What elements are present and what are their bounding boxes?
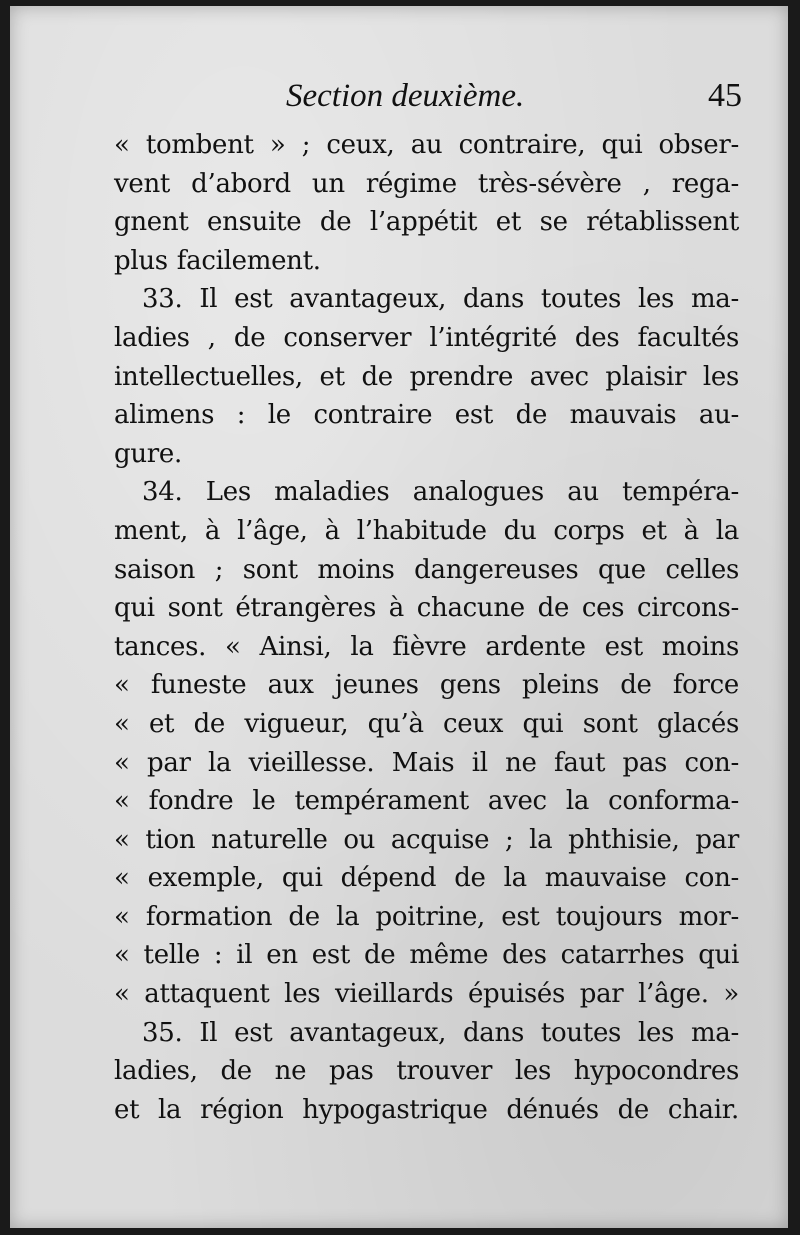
- text-line: « exemple, qui dépend de la mauvaise con-: [114, 863, 739, 894]
- text-line: et la région hypogastrique dénués de chair.: [114, 1094, 739, 1125]
- text-line: tances. « Ainsi, la fièvre ardente est moins: [114, 631, 739, 662]
- text-line: « telle : il en est de même des catarrhes qui: [114, 940, 739, 971]
- section-title: Section deuxième.: [286, 78, 525, 114]
- text-line: « et de vigueur, qu’à ceux qui sont glacés: [114, 708, 739, 739]
- text-line: « tion naturelle ou acquise ; la phthisie, par: [114, 824, 739, 855]
- text-line: « fondre le tempérament avec la conforma-: [114, 786, 739, 817]
- text-line: vent d’abord un régime très-sévère , rega-: [114, 168, 739, 199]
- text-line: 35. Il est avantageux, dans toutes les ma-: [142, 1017, 739, 1048]
- text-line: « tombent » ; ceux, au contraire, qui obser-: [114, 130, 739, 160]
- text-line: gure.: [114, 438, 182, 469]
- text-line: ment, à l’âge, à l’habitude du corps et à la: [114, 515, 739, 546]
- text-line: 34. Les maladies analogues au tempéra-: [142, 477, 739, 508]
- running-head: [10, 74, 788, 124]
- text-line: gnent ensuite de l’appétit et se rétablissent: [114, 207, 739, 238]
- text-line: 33. Il est avantageux, dans toutes les ma-: [142, 284, 739, 315]
- text-line: « attaquent les vieillards épuisés par l’âge. »: [114, 979, 739, 1010]
- text-line: saison ; sont moins dangereuses que celles: [114, 554, 739, 585]
- text-line: plus facilement.: [114, 245, 321, 276]
- text-line: « formation de la poitrine, est toujours mor-: [114, 901, 739, 932]
- text-line: intellectuelles, et de prendre avec plaisir les: [114, 361, 739, 392]
- text-line: ladies, de ne pas trouver les hypocondres: [114, 1056, 739, 1087]
- text-line: « funeste aux jeunes gens pleins de force: [114, 670, 739, 701]
- text-line: qui sont étrangères à chacune de ces circons-: [114, 593, 739, 624]
- text-line: alimens : le contraire est de mauvais au-: [114, 400, 739, 431]
- text-line: « par la vieillesse. Mais il ne faut pas con-: [114, 747, 739, 778]
- body-text: [114, 126, 739, 1129]
- text-line: ladies , de conserver l’intégrité des facultés: [114, 322, 739, 353]
- book-page: [10, 6, 788, 1228]
- page-number: 45: [708, 77, 742, 114]
